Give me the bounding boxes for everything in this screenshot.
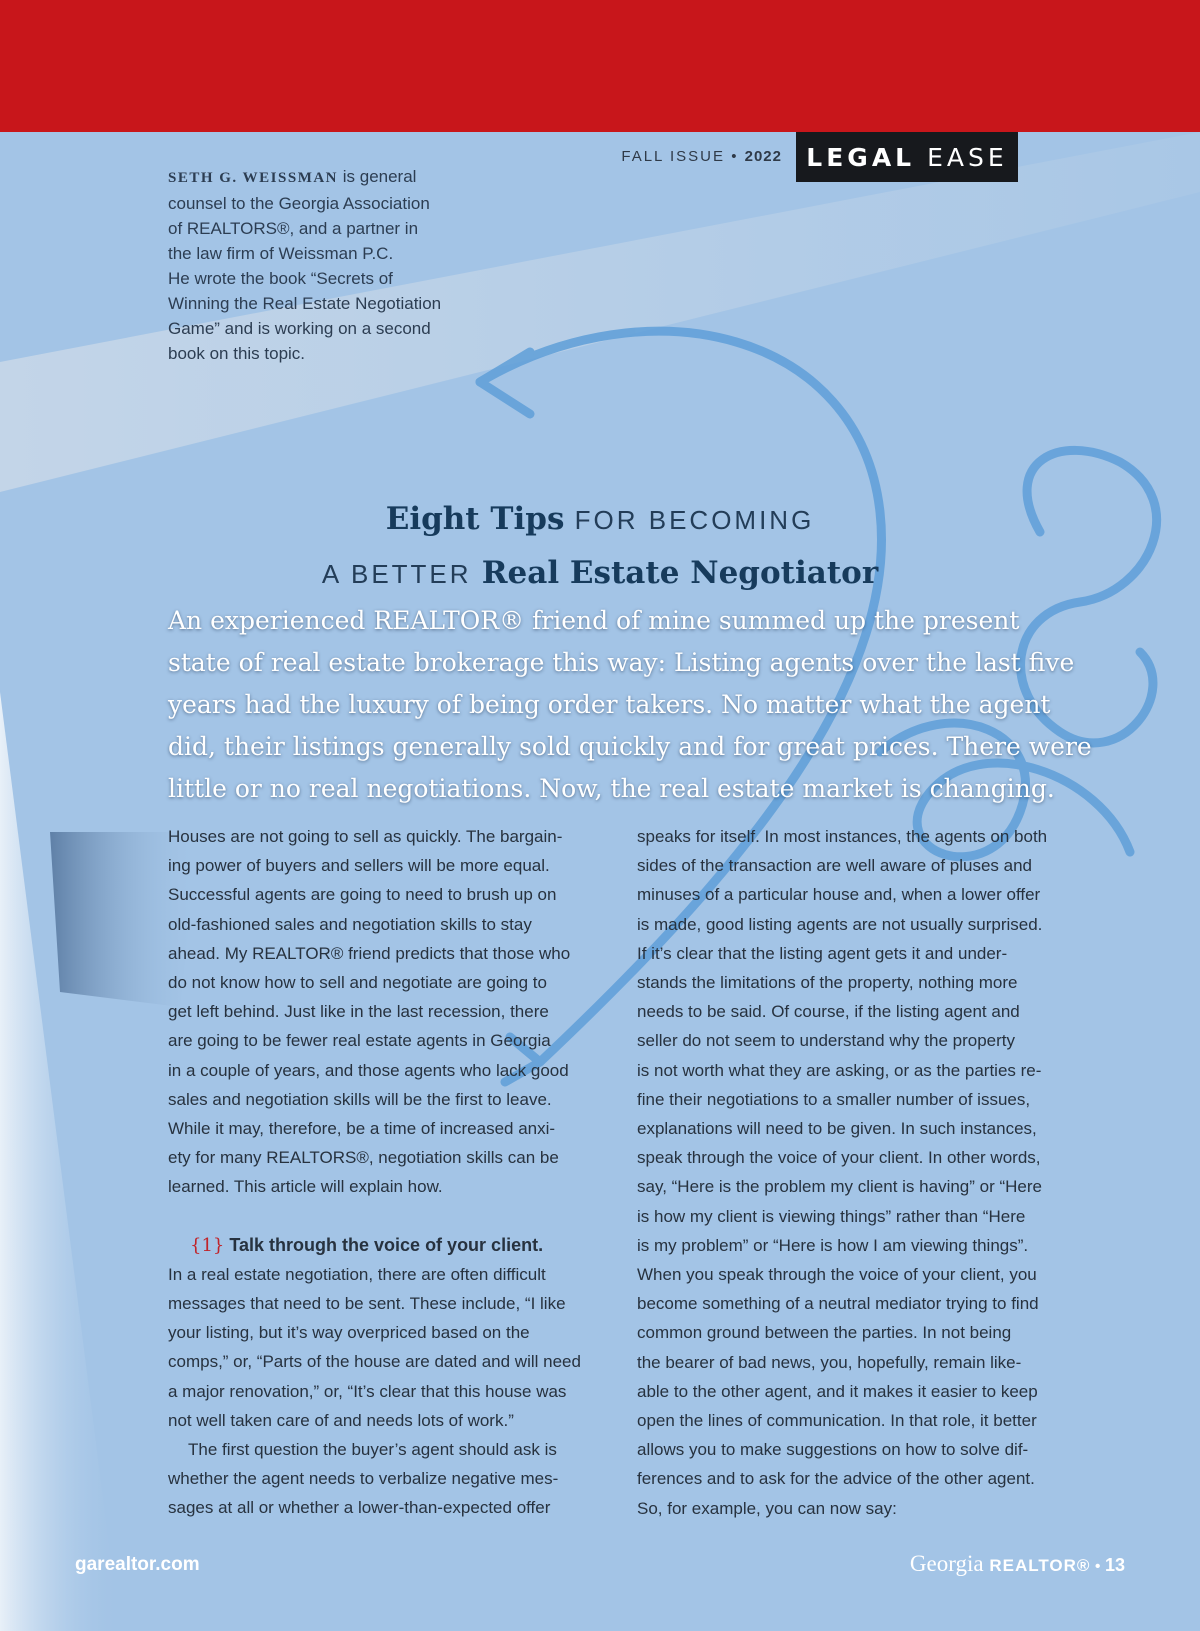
bio-line: counsel to the Georgia Association [168,194,430,213]
body-line: explanations will need to be given. In such instances, [637,1119,1037,1139]
body-line: sales and negotiation skills will be the first to leave. [168,1089,552,1109]
body-line: needs to be said. Of course, if the listing agent and [637,1002,1020,1022]
bio-line: is general [338,167,417,186]
title-part-for-becoming: FOR BECOMING [564,505,815,535]
body-line: learned. This article will explain how. [168,1177,443,1197]
title-part-a-better: A BETTER [321,559,482,589]
section-tag-word2: EASE [927,142,1008,172]
issue-year: 2022 [744,148,782,165]
body-line: sages at all or whether a lower-than-expected offer [168,1498,551,1518]
tip-heading [168,1231,600,1260]
body-line: are going to be fewer real estate agents in Georgia [168,1031,551,1051]
body-line: do not know how to sell and negotiate are going to [168,973,547,993]
lead-paragraph [168,600,1092,810]
body-line: old-fashioned sales and negotiation skills to stay [168,914,532,934]
title-part-negotiator: Real Estate Negotiator [481,555,879,591]
body-line: a major renovation,” or, “It’s clear that this house was [168,1381,567,1401]
issue-label [600,148,782,165]
body-line: ferences and to ask for the advice of the other agent. [637,1469,1035,1489]
body-line: fine their negotiations to a smaller number of issues, [637,1089,1031,1109]
body-line: ety for many REALTORS®, negotiation skills can be [168,1148,559,1168]
lead-line: state of real estate brokerage this way: Listing agents over the last five [168,648,1075,677]
footer-folio [800,1551,1125,1577]
section-tag [796,132,1018,182]
body-line: If it’s clear that the listing agent gets it and under- [637,943,1008,963]
magazine-name-georgia: Georgia [909,1551,990,1576]
body-line: is not worth what they are asking, or as the parties re- [637,1060,1042,1080]
body-line: messages that need to be sent. These include, “I like [168,1294,566,1314]
lead-line: years had the luxury of being order takers. No matter what the agent [168,690,1051,719]
body-line: ahead. My REALTOR® friend predicts that those who [168,943,571,963]
body-line: stands the limitations of the property, nothing more [637,973,1018,993]
body-line: speaks for itself. In most instances, the agents on both [637,827,1048,846]
lead-line: did, their listings generally sold quickly and for great prices. There were [168,732,1092,761]
body-line: whether the agent needs to verbalize negative mes- [168,1469,559,1489]
bio-line: of REALTORS®, and a partner in [168,219,419,238]
body-line: While it may, therefore, be a time of increased anxi- [168,1119,556,1139]
body-line: In a real estate negotiation, there are often difficult [168,1264,546,1284]
bio-line: book on this topic. [168,344,306,363]
body-line: is made, good listing agents are not usually surprised. [637,914,1043,934]
body-line: say, “Here is the problem my client is having” or “Here [637,1177,1042,1197]
body-line: open the lines of communication. In that role, it better [637,1411,1037,1431]
author-bio [168,164,468,366]
body-line: is my problem” or “Here is how I am viewing things”. [637,1235,1029,1255]
body-line: minuses of a particular house and, when a lower offer [637,885,1041,905]
paragraph-gap [168,1202,600,1231]
bio-line: the law firm of Weissman P.C. [168,244,394,263]
body-line: Successful agents are going to need to brush up on [168,885,557,905]
author-name: SETH G. WEISSMAN [168,170,339,186]
body-line: in a couple of years, and those agents who lack good [168,1060,569,1080]
body-line: ing power of buyers and sellers will be more equal. [168,856,550,876]
bio-line: He wrote the book “Secrets of [168,269,393,288]
issue-bullet: • [731,148,739,165]
bio-line: Game” and is working on a second [168,319,431,338]
body-line: allows you to make suggestions on how to solve dif- [637,1440,1029,1460]
folio-bullet: • [1094,1558,1101,1575]
body-line: When you speak through the voice of your client, you [637,1265,1037,1285]
tip-heading-text: Talk through the voice of your client. [229,1234,544,1255]
body-line: comps,” or, “Parts of the house are dated and will need [168,1352,581,1372]
body-line: sides of the transaction are well aware of pluses and [637,856,1033,876]
body-line: the bearer of bad news, you, hopefully, remain like- [637,1352,1022,1372]
article-title [150,495,1050,603]
title-part-eight-tips: Eight Tips [385,501,565,537]
right-column [637,822,1069,1523]
body-line: speak through the voice of your client. In other words, [637,1148,1041,1168]
body-line: get left behind. Just like in the last recession, there [168,1002,549,1022]
body-line: able to the other agent, and it makes it easier to keep [637,1381,1038,1401]
top-red-banner [0,0,1200,132]
left-column [168,822,600,1523]
body-line: The first question the buyer’s agent should ask is [188,1440,557,1460]
lead-line: little or no real negotiations. Now, the real estate market is changing. [168,774,1055,803]
tip-number: {1} [190,1234,225,1256]
issue-season: FALL ISSUE [621,148,726,165]
section-tag-word1: LEGAL [806,142,916,172]
footer-website[interactable]: garealtor.com [75,1554,200,1575]
body-line: become something of a neutral mediator trying to find [637,1294,1039,1314]
body-line: is how my client is viewing things” rather than “Here [637,1206,1026,1226]
body-line: common ground between the parties. In not being [637,1323,1012,1343]
lead-line: An experienced REALTOR® friend of mine summed up the present [168,606,1020,635]
magazine-name-realtor: REALTOR® [989,1556,1091,1575]
body-line: seller do not seem to understand why the property [637,1031,1015,1051]
body-line: not well taken care of and needs lots of work.” [168,1410,514,1430]
body-line: So, for example, you can now say: [637,1498,897,1518]
body-line: your listing, but it’s way overpriced based on the [168,1323,530,1343]
bio-line: Winning the Real Estate Negotiation [168,294,442,313]
page-number: 13 [1104,1555,1125,1575]
body-line: Houses are not going to sell as quickly. The bargain- [168,827,563,846]
